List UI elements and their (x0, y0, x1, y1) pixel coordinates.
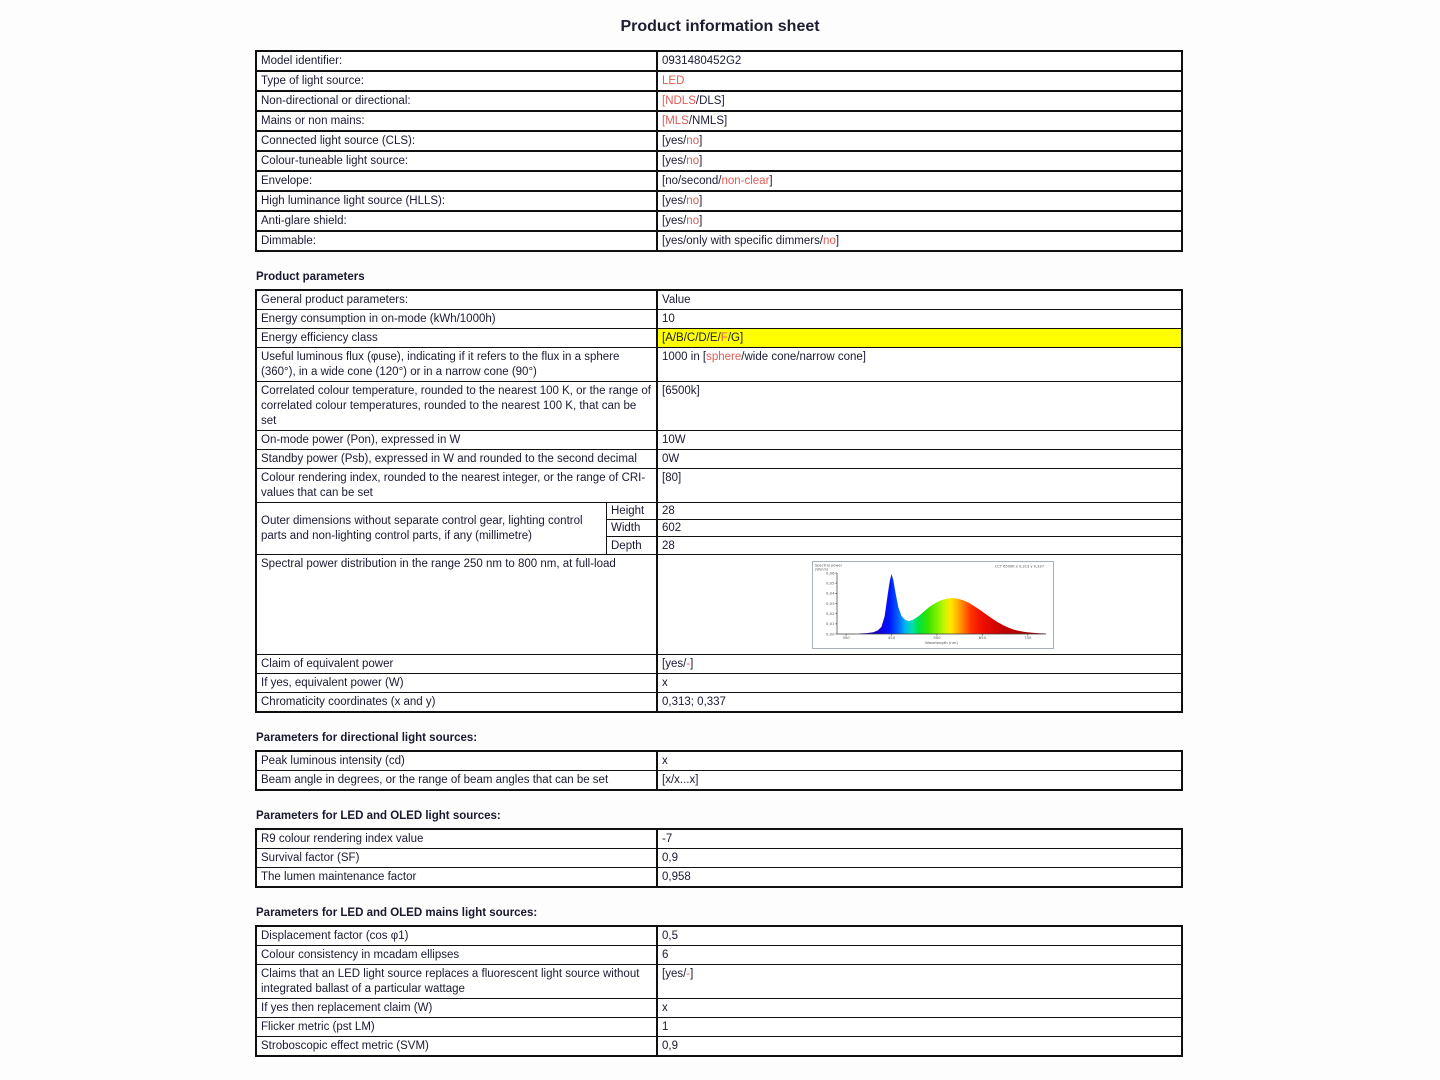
svg-text:0,05: 0,05 (826, 579, 835, 585)
table-row (257, 291, 1181, 310)
table-row (257, 674, 1181, 693)
row-value (658, 310, 1181, 328)
row-value (658, 348, 1181, 381)
led-oled-parameters-table (255, 828, 1183, 888)
svg-text:(W/nm): (W/nm) (815, 567, 829, 572)
value-text: /wide cone/narrow cone] (741, 350, 866, 363)
row-value (658, 232, 1181, 250)
value-text: x (662, 676, 668, 689)
row-value (658, 752, 1181, 770)
table-row (257, 830, 1181, 849)
value-text: /G] (727, 331, 744, 344)
value-text: 0,9 (662, 851, 678, 864)
row-value (658, 192, 1181, 210)
table-row (257, 868, 1181, 886)
value-text: [yes/ (662, 154, 687, 167)
value-text: sphere (706, 350, 742, 363)
row-label: Claims that an LED light source replaces a fluorescent light source without integrated ballast of a particular wattage (257, 965, 658, 998)
row-label: Claim of equivalent power (257, 655, 658, 673)
svg-text:Spectral power: Spectral power (815, 563, 843, 567)
table-row (257, 112, 1181, 132)
value-text: [no/second/ (662, 174, 722, 187)
dimension-key: Depth (611, 539, 642, 552)
value-text: /NMLS] (688, 114, 728, 127)
row-label: Connected light source (CLS): (257, 132, 658, 150)
row-label: R9 colour rendering index value (257, 830, 658, 848)
row-value (658, 291, 1181, 309)
row-value (658, 674, 1181, 692)
page-title: Product information sheet (620, 18, 820, 35)
svg-text:0,04: 0,04 (826, 590, 835, 596)
row-value (658, 771, 1181, 789)
table-row (257, 927, 1181, 946)
row-value (658, 1037, 1181, 1055)
svg-text:350: 350 (842, 634, 850, 640)
value-text: 0,5 (662, 929, 678, 942)
led-oled-mains-parameters-table (255, 925, 1183, 1057)
x-axis-label: Wavelength (nm) (925, 639, 958, 645)
row-label: High luminance light source (HLLS): (257, 192, 658, 210)
row-value (658, 999, 1181, 1017)
row-label: Colour-tuneable light source: (257, 152, 658, 170)
row-value (658, 965, 1181, 998)
row-label: Dimmable: (257, 232, 658, 250)
value-text: no (823, 234, 836, 247)
tables-root (255, 50, 1183, 1059)
value-text: non-clear (721, 174, 770, 187)
value-text: ] (690, 657, 694, 670)
row-label: Colour consistency in mcadam ellipses (257, 946, 658, 964)
value-text: 0931480452G2 (662, 54, 742, 67)
svg-text:450: 450 (887, 634, 896, 640)
value-text: ] (690, 967, 694, 980)
value-text: ] (699, 214, 703, 227)
value-text: [6500k] (662, 384, 700, 397)
value-text: ] (699, 134, 703, 147)
value-text: 6 (662, 948, 669, 961)
value-text: 1 (662, 1020, 669, 1033)
value-text: ] (699, 194, 703, 207)
value-text: x (662, 1001, 668, 1014)
row-value (658, 655, 1181, 673)
section-heading-led-oled-parameters: Parameters for LED and OLED light sources: (256, 810, 501, 822)
value-text: [yes/ (662, 134, 687, 147)
row-label: The lumen maintenance factor (257, 868, 658, 886)
row-value (658, 172, 1181, 190)
row-value (658, 927, 1181, 945)
value-text: no (686, 154, 700, 167)
svg-text:0,00: 0,00 (826, 630, 835, 636)
table-row (257, 172, 1181, 192)
table-row (257, 693, 1181, 711)
value-text: no (686, 194, 700, 207)
row-label: Anti-glare shield: (257, 212, 658, 230)
value-text: ] (835, 234, 840, 247)
dimension-key: Height (607, 503, 656, 520)
table-row (257, 999, 1181, 1018)
value-text: 10W (662, 433, 686, 446)
value-text: - (686, 967, 691, 980)
value-text: [yes/ (662, 657, 687, 670)
table-row (257, 382, 1181, 431)
row-value (658, 849, 1181, 867)
value-text: 0,9 (662, 1039, 678, 1052)
table-row (257, 431, 1181, 450)
table-row (257, 72, 1181, 92)
row-label: Outer dimensions without separate control gear, lighting control parts and non-lighting control parts, if any (millimetre) (257, 503, 607, 554)
value-text: ] (769, 174, 773, 187)
value-text: LED (662, 74, 685, 87)
svg-text:650: 650 (978, 634, 987, 640)
table-row (257, 450, 1181, 469)
table-row (257, 212, 1181, 232)
row-label: Peak luminous intensity (cd) (257, 752, 658, 770)
value-text: 0,313; 0,337 (662, 695, 726, 708)
table-row (257, 946, 1181, 965)
section-heading-directional-parameters: Parameters for directional light sources: (256, 732, 478, 744)
value-text: - (686, 657, 691, 670)
row-label: Non-directional or directional: (257, 92, 658, 110)
table-row (257, 52, 1181, 72)
value-text: [yes/ (662, 967, 687, 980)
row-value (658, 868, 1181, 886)
table-row (257, 232, 1181, 250)
row-value (658, 693, 1181, 711)
table-row (257, 752, 1181, 771)
row-value (658, 132, 1181, 150)
general-info-table (255, 50, 1183, 252)
section-heading-led-oled-mains-parameters: Parameters for LED and OLED mains light sources: (256, 907, 538, 919)
table-row (257, 1018, 1181, 1037)
row-label: Colour rendering index, rounded to the nearest integer, or the range of CRI-values that can be set (257, 469, 658, 502)
row-label: General product parameters: (257, 291, 658, 309)
value-text: 1000 in [ (662, 350, 707, 363)
svg-text:550: 550 (933, 634, 941, 640)
value-text: [yes/only with specific dimmers/ (662, 234, 824, 247)
value-text: Value (662, 293, 691, 306)
value-text: /DLS] (695, 94, 725, 107)
value-text: 0,958 (662, 870, 691, 883)
value-text: no (686, 214, 700, 227)
row-label: Model identifier: (257, 52, 658, 70)
row-label: Stroboscopic effect metric (SVM) (257, 1037, 658, 1055)
row-value (658, 555, 1181, 654)
value-text: x (662, 754, 668, 767)
value-text: 0W (662, 452, 680, 465)
dimension-value: 28 (662, 539, 675, 552)
table-row (257, 771, 1181, 789)
table-row (257, 555, 1181, 655)
product-parameters-table (255, 289, 1183, 713)
table-row (257, 152, 1181, 172)
row-value (658, 212, 1181, 230)
value-text: ] (699, 154, 703, 167)
row-value (658, 329, 1181, 347)
row-label: Envelope: (257, 172, 658, 190)
row-label: Spectral power distribution in the range 250 nm to 800 nm, at full-load (257, 555, 658, 654)
row-value (658, 52, 1181, 70)
row-label: Beam angle in degrees, or the range of beam angles that can be set (257, 771, 658, 789)
row-value (658, 431, 1181, 449)
row-label: Energy efficiency class (257, 329, 658, 347)
value-text: [MLS (662, 114, 689, 127)
value-text: [yes/ (662, 214, 687, 227)
row-value (658, 1018, 1181, 1036)
row-label: On-mode power (Pon), expressed in W (257, 431, 658, 449)
table-row (257, 655, 1181, 674)
row-value (658, 830, 1181, 848)
table-row (257, 849, 1181, 868)
directional-parameters-table (255, 750, 1183, 791)
section-heading-product-parameters: Product parameters (256, 271, 365, 283)
row-label: Useful luminous flux (φuse), indicating if it refers to the flux in a sphere (360°), in a wide cone (120°) or in a narrow cone (90°) (257, 348, 658, 381)
row-value (658, 382, 1181, 430)
value-text: 10 (662, 312, 675, 325)
dimension-value: 602 (658, 520, 1181, 537)
svg-text:0,01: 0,01 (826, 620, 835, 626)
value-text: no (686, 134, 700, 147)
row-label: Flicker metric (pst LM) (257, 1018, 658, 1036)
row-value (658, 946, 1181, 964)
value-text: [yes/ (662, 194, 687, 207)
table-row (257, 1037, 1181, 1055)
table-row (257, 503, 1181, 555)
row-label: Chromaticity coordinates (x and y) (257, 693, 658, 711)
row-value (658, 469, 1181, 502)
table-row (257, 329, 1181, 348)
table-row (257, 469, 1181, 503)
value-text: [x/x...x] (662, 773, 699, 786)
row-value (658, 450, 1181, 468)
dimension-values (658, 503, 1181, 554)
svg-text:750: 750 (1024, 634, 1032, 640)
dimension-key: Width (607, 520, 656, 537)
spd-chart-svg (813, 562, 1053, 648)
value-text: [80] (662, 471, 682, 484)
table-row (257, 92, 1181, 112)
spd-chart (812, 561, 1054, 649)
svg-text:0,06: 0,06 (826, 569, 835, 575)
row-label: Type of light source: (257, 72, 658, 90)
svg-text:0,02: 0,02 (826, 610, 835, 616)
row-value (658, 112, 1181, 130)
value-text: [NDLS (662, 94, 696, 107)
chart-info-annotation: CCT 6500K x 0,313 y 0,337 (994, 564, 1044, 568)
row-label: Displacement factor (cos φ1) (257, 927, 658, 945)
row-label: If yes then replacement claim (W) (257, 999, 658, 1017)
row-label: If yes, equivalent power (W) (257, 674, 658, 692)
row-label: Survival factor (SF) (257, 849, 658, 867)
row-label: Correlated colour temperature, rounded to the nearest 100 K, or the range of correlated colour temperatures, rounded to the nearest 100 K, that can be set (257, 382, 658, 430)
row-label: Standby power (Psb), expressed in W and rounded to the second decimal (257, 450, 658, 468)
value-text: [A/B/C/D/E/ (662, 331, 721, 344)
svg-text:0,03: 0,03 (826, 600, 835, 606)
row-label: Mains or non mains: (257, 112, 658, 130)
table-row (257, 192, 1181, 212)
table-row (257, 965, 1181, 999)
table-row (257, 348, 1181, 382)
dimension-value: 28 (658, 503, 1181, 520)
table-row (257, 310, 1181, 329)
dimension-keys (607, 503, 658, 554)
row-value (658, 72, 1181, 90)
table-row (257, 132, 1181, 152)
row-value (658, 92, 1181, 110)
row-value (658, 152, 1181, 170)
row-label: Energy consumption in on-mode (kWh/1000h) (257, 310, 658, 328)
value-text: -7 (662, 832, 673, 845)
value-text: F (720, 331, 728, 344)
